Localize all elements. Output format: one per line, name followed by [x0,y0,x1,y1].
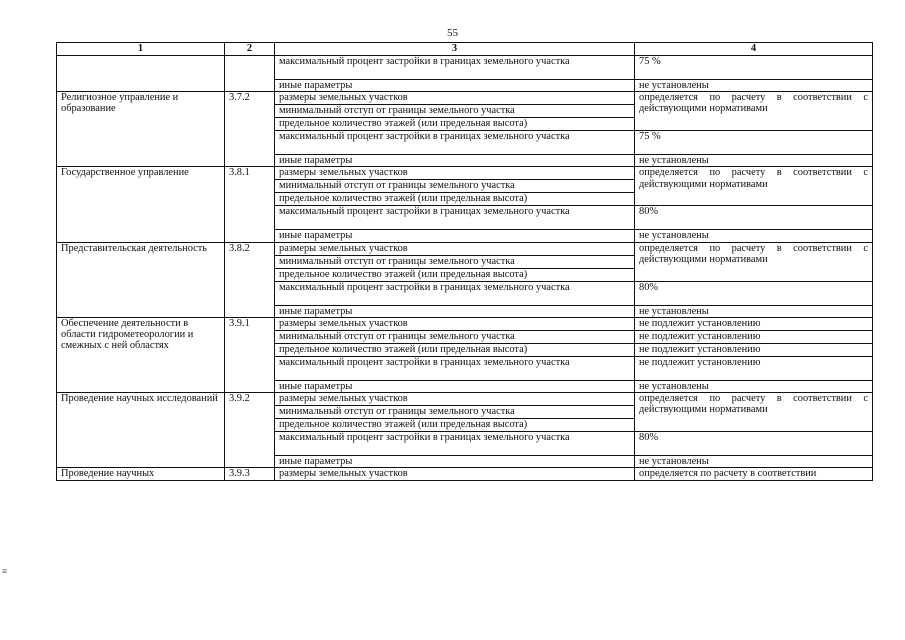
value-cell: не подлежит установлению [635,356,873,380]
land-use-name: Представительская деятельность [57,242,225,317]
param-cell: предельное количество этажей (или предельная высота) [275,343,635,356]
param-cell: иные параметры [275,380,635,392]
value-cell: не установлены [635,230,873,242]
table-row [57,92,873,105]
land-use-name: Проведение научных [57,468,225,481]
table-row [57,167,873,180]
page-number: 55 [447,27,458,39]
land-use-code: 3.8.1 [225,167,275,242]
param-cell: минимальный отступ от границы земельного участка [275,105,635,118]
land-use-code: 3.9.1 [225,317,275,392]
land-use-code: 3.7.2 [225,92,275,167]
value-cell: не подлежит установлению [635,343,873,356]
param-cell: иные параметры [275,80,635,92]
zoning-parameters-table [56,42,873,481]
param-cell: размеры земельных участков [275,393,635,406]
value-cell: не подлежит установлению [635,317,873,330]
param-cell: размеры земельных участков [275,317,635,330]
param-cell: минимальный отступ от границы земельного участка [275,180,635,193]
param-cell: иные параметры [275,305,635,317]
value-cell: не установлены [635,380,873,392]
value-cell: определяется по расчету в соответствии [635,468,873,481]
param-cell: иные параметры [275,456,635,468]
land-use-name: Обеспечение деятельности в области гидрометеорологии и смежных с ней областях [57,317,225,392]
value-cell: не установлены [635,456,873,468]
land-use-name: Государственное управление [57,167,225,242]
param-cell: минимальный отступ от границы земельного участка [275,330,635,343]
param-cell: иные параметры [275,155,635,167]
value-cell: 75 % [635,131,873,155]
param-cell: максимальный процент застройки в границах земельного участка [275,131,635,155]
value-cell: 80% [635,206,873,230]
table-row [57,393,873,406]
param-cell: максимальный процент застройки в границах земельного участка [275,206,635,230]
param-cell: предельное количество этажей (или предельная высота) [275,193,635,206]
param-cell: размеры земельных участков [275,92,635,105]
value-cell: 75 % [635,56,873,80]
value-cell: 80% [635,281,873,305]
table-header-row [57,43,873,56]
param-cell: предельное количество этажей (или предельная высота) [275,118,635,131]
header-col-1: 1 [57,43,225,56]
land-use-code: 3.9.3 [225,468,275,481]
param-cell: максимальный процент застройки в границах земельного участка [275,356,635,380]
margin-mark: ≡ [2,566,8,576]
header-col-2: 2 [225,43,275,56]
empty-cell [225,56,275,92]
param-cell: размеры земельных участков [275,167,635,180]
param-cell: минимальный отступ от границы земельного участка [275,406,635,419]
value-cell: определяется по расчету в соответствии с действующими нормативами [635,167,873,206]
param-cell: иные параметры [275,230,635,242]
param-cell: размеры земельных участков [275,242,635,255]
param-cell: максимальный процент застройки в границах земельного участка [275,281,635,305]
table-row [57,468,873,481]
land-use-name: Религиозное управление и образование [57,92,225,167]
header-col-3: 3 [275,43,635,56]
param-cell: предельное количество этажей (или предельная высота) [275,419,635,432]
param-cell: максимальный процент застройки в границах земельного участка [275,56,635,80]
value-cell: определяется по расчету в соответствии с действующими нормативами [635,393,873,432]
land-use-name: Проведение научных исследований [57,393,225,468]
param-cell: максимальный процент застройки в границах земельного участка [275,432,635,456]
land-use-code: 3.9.2 [225,393,275,468]
value-cell: 80% [635,432,873,456]
value-cell: определяется по расчету в соответствии с действующими нормативами [635,242,873,281]
value-cell: не подлежит установлению [635,330,873,343]
value-cell: не установлены [635,155,873,167]
empty-cell [57,56,225,92]
table-row [57,317,873,330]
param-cell: предельное количество этажей (или предельная высота) [275,268,635,281]
header-col-4: 4 [635,43,873,56]
value-cell: определяется по расчету в соответствии с действующими нормативами [635,92,873,131]
value-cell: не установлены [635,305,873,317]
table-row [57,56,873,80]
table-row [57,242,873,255]
value-cell: не установлены [635,80,873,92]
param-cell: размеры земельных участков [275,468,635,481]
param-cell: минимальный отступ от границы земельного участка [275,255,635,268]
land-use-code: 3.8.2 [225,242,275,317]
